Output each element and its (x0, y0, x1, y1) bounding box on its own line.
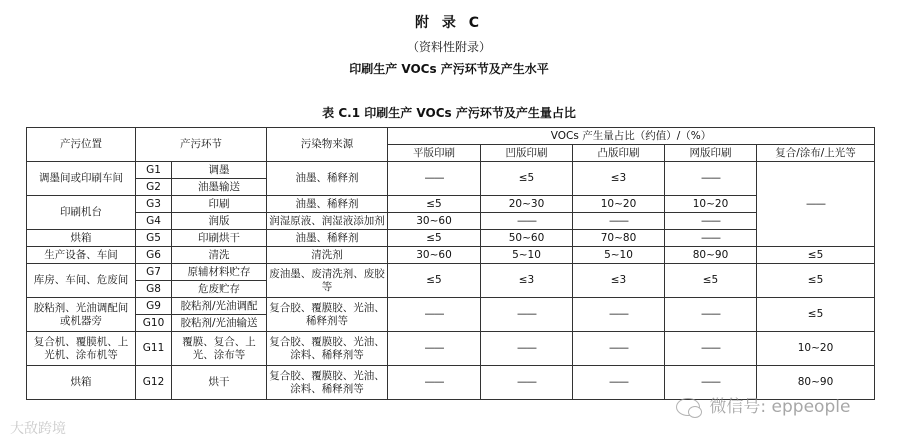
wechat-icon (676, 398, 700, 416)
appendix-title: 印刷生产 VOCs 产污环节及产生水平 (349, 62, 549, 76)
cell-screen: —— (665, 332, 757, 366)
cell-code: G2 (136, 179, 172, 196)
cell-location: 调墨间或印刷车间 (27, 162, 136, 196)
cell-screen: 80~90 (665, 247, 757, 264)
table-row (27, 196, 875, 213)
cell-screen: ≤5 (665, 264, 757, 298)
cell-source: 废油墨、废清洗剂、废胶等 (267, 264, 388, 298)
cell-code: G4 (136, 213, 172, 230)
appendix-label: 附 录 C (414, 15, 484, 31)
cell-location: 烘箱 (27, 366, 136, 400)
cell-letterpress: ≤3 (573, 264, 665, 298)
cell-stage: 覆膜、复合、上光、涂布等 (172, 332, 267, 366)
cell-gravure: 50~60 (481, 230, 573, 247)
cell-stage: 胶粘剂/光油输送 (172, 315, 267, 332)
cell-source: 油墨、稀释剂 (267, 230, 388, 247)
cell-planographic: ≤5 (388, 196, 481, 213)
cell-letterpress: —— (573, 298, 665, 332)
cell-stage: 烘干 (172, 366, 267, 400)
cell-composite: 80~90 (757, 366, 875, 400)
header-row-1 (27, 128, 875, 145)
cell-gravure: —— (481, 213, 573, 230)
cell-composite: 10~20 (757, 332, 875, 366)
cell-code: G12 (136, 366, 172, 400)
cell-composite: ≤5 (757, 264, 875, 298)
cell-composite-merged: —— (757, 162, 875, 247)
watermark-right-text: 微信号: eppeople (709, 397, 851, 417)
cell-stage: 调墨 (172, 162, 267, 179)
head-ratio: VOCs 产生量占比（约值）/（%） (388, 128, 875, 145)
cell-code: G7 (136, 264, 172, 281)
cell-stage: 清洗 (172, 247, 267, 264)
cell-screen: 10~20 (665, 196, 757, 213)
cell-stage: 危废贮存 (172, 281, 267, 298)
table-row (27, 247, 875, 264)
table-row (27, 264, 875, 281)
cell-planographic: —— (388, 366, 481, 400)
cell-code: G3 (136, 196, 172, 213)
cell-letterpress: —— (573, 366, 665, 400)
watermark-right (676, 392, 850, 417)
cell-location: 生产设备、车间 (27, 247, 136, 264)
cell-stage: 润版 (172, 213, 267, 230)
head-source: 污染物来源 (267, 128, 388, 162)
table-row (27, 298, 875, 315)
watermark-left-text: 大敌跨境 (10, 421, 66, 437)
head-col-composite: 复合/涂布/上光等 (757, 145, 875, 162)
voc-table (26, 127, 875, 400)
cell-screen: —— (665, 298, 757, 332)
table-row (27, 213, 875, 230)
table-row (27, 162, 875, 179)
watermark-left (10, 418, 66, 438)
cell-stage: 原辅材料贮存 (172, 264, 267, 281)
cell-planographic: 30~60 (388, 247, 481, 264)
cell-planographic: —— (388, 162, 481, 196)
cell-source: 复合胶、覆膜胶、光油、涂料、稀释剂等 (267, 332, 388, 366)
cell-gravure: 5~10 (481, 247, 573, 264)
cell-stage: 印刷烘干 (172, 230, 267, 247)
table-row (27, 332, 875, 366)
cell-code: G9 (136, 298, 172, 315)
cell-screen: —— (665, 162, 757, 196)
cell-code: G6 (136, 247, 172, 264)
cell-composite: ≤5 (757, 298, 875, 332)
cell-location: 胶粘剂、光油调配间或机器旁 (27, 298, 136, 332)
head-stage: 产污环节 (136, 128, 267, 162)
cell-code: G11 (136, 332, 172, 366)
cell-gravure: 20~30 (481, 196, 573, 213)
cell-location: 烘箱 (27, 230, 136, 247)
cell-gravure: —— (481, 332, 573, 366)
cell-code: G1 (136, 162, 172, 179)
cell-source: 复合胶、覆膜胶、光油、稀释剂等 (267, 298, 388, 332)
cell-gravure: ≤5 (481, 162, 573, 196)
cell-code: G10 (136, 315, 172, 332)
cell-planographic: ≤5 (388, 264, 481, 298)
cell-source: 油墨、稀释剂 (267, 196, 388, 213)
cell-stage: 胶粘剂/光油调配 (172, 298, 267, 315)
cell-location: 印刷机台 (27, 196, 136, 230)
cell-gravure: —— (481, 298, 573, 332)
cell-source: 油墨、稀释剂 (267, 162, 388, 196)
cell-source: 润湿原液、润湿液添加剂 (267, 213, 388, 230)
table-caption: 表 C.1 印刷生产 VOCs 产污环节及产生量占比 (322, 106, 576, 120)
appendix-nature: （资料性附录） (406, 40, 491, 54)
cell-letterpress: 70~80 (573, 230, 665, 247)
cell-planographic: —— (388, 332, 481, 366)
cell-planographic: ≤5 (388, 230, 481, 247)
cell-letterpress: —— (573, 332, 665, 366)
cell-screen: —— (665, 366, 757, 400)
table-row (27, 230, 875, 247)
cell-letterpress: 5~10 (573, 247, 665, 264)
cell-gravure: —— (481, 366, 573, 400)
cell-letterpress: 10~20 (573, 196, 665, 213)
head-col-gravure: 凹版印刷 (481, 145, 573, 162)
cell-location: 库房、车间、危废间 (27, 264, 136, 298)
cell-screen: —— (665, 213, 757, 230)
cell-composite: ≤5 (757, 247, 875, 264)
head-col-screen: 网版印刷 (665, 145, 757, 162)
cell-gravure: ≤3 (481, 264, 573, 298)
cell-planographic: —— (388, 298, 481, 332)
head-col-letterpress: 凸版印刷 (573, 145, 665, 162)
cell-code: G8 (136, 281, 172, 298)
cell-planographic: 30~60 (388, 213, 481, 230)
cell-location: 复合机、覆膜机、上光机、涂布机等 (27, 332, 136, 366)
cell-stage: 油墨输送 (172, 179, 267, 196)
head-col-planographic: 平版印刷 (388, 145, 481, 162)
cell-source: 复合胶、覆膜胶、光油、涂料、稀释剂等 (267, 366, 388, 400)
cell-source: 清洗剂 (267, 247, 388, 264)
head-position: 产污位置 (27, 128, 136, 162)
cell-letterpress: ≤3 (573, 162, 665, 196)
cell-screen: —— (665, 230, 757, 247)
cell-code: G5 (136, 230, 172, 247)
cell-letterpress: —— (573, 213, 665, 230)
cell-stage: 印刷 (172, 196, 267, 213)
